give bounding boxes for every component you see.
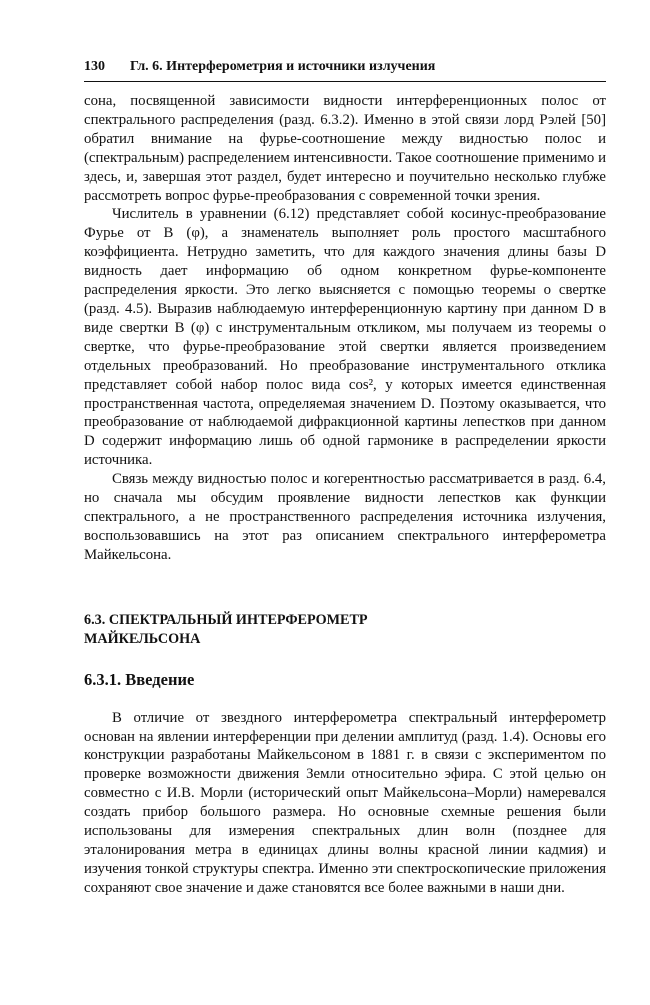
page-number: 130 <box>84 59 105 74</box>
section-heading <box>84 611 606 649</box>
section-heading-line-2: МАЙКЕЛЬСОНА <box>84 630 201 647</box>
header-rule <box>84 81 606 82</box>
subsection-heading: 6.3.1. Введение <box>84 669 195 689</box>
running-title: Гл. 6. Интерферометрия и источники излучения <box>130 59 436 74</box>
paragraph-introduction: В отличие от звездного интерферометра спектральный интерферометр основан на явлении интерференции при делении амплитуд (разд. 1.4). Основы его конструкции разработаны Майкельсоном в 1881 г. в связи с экспериментом по проверке возможности движения Земли относительно эфира. С этой целью он совместно с И.В. Морли (исторический опыт Майкельсона–Морли) намеревался создать прибор большого размера. Но основные схемные решения были использованы для измерения спектральных длин волн (позднее для эталонирования метра в единицах длины волны красной линии кадмия) и изучения тонкой структуры спектра. Именно эти спектроскопические приложения сохраняют свое значение и даже становятся все более важными в наши дни. <box>84 709 606 896</box>
paragraph-numerator: Числитель в уравнении (6.12) представляет собой косинус-преобразование Фурье от B (φ), а знаменатель выполняет роль простого масштабного коэффициента. Нетрудно заметить, что для каждого значения длины базы D видность дает информацию об одном конкретном фурье-компоненте распределения яркости. Это легко выясняется с помощью теоремы о свертке (разд. 4.5). Выразив наблюдаемую интерференционную картину при данном D в виде свертки B (φ) с инструментальным откликом, мы получаем из теоремы о свертке, что фурье-преобразование этой свертки является произведением отдельных преобразований. Но преобразование инструментального отклика представляет собой набор полос вида cos², у которых имеется единственная пространственная частота, определяемая значением D. Поэтому оказывается, что преобразование от наблюдаемой дифракционной картины лепестков при данном D содержит информацию лишь об одной гармонике в распределении яркости источника. <box>84 206 606 469</box>
paragraph-continuation: сона, посвященной зависимости видности интерференционных полос от спектрального распределения (разд. 6.3.2). Именно в этой связи лорд Рэлей [50] обратил внимание на фурье-соотношение между видностью полос и (спектральным) распределением интенсивности. Такое соотношение применимо и здесь, и, завершая этот раздел, будет интересно и поучительно несколько глубже рассмотреть вопрос фурье-преобразования с современной точки зрения. <box>84 93 606 204</box>
running-header <box>84 58 606 76</box>
section-heading-line-1: 6.3. СПЕКТРАЛЬНЫЙ ИНТЕРФЕРОМЕТР <box>84 611 368 628</box>
paragraph-visibility-coherence: Связь между видностью полос и когерентностью рассматривается в разд. 6.4, но сначала мы обсудим проявление видности лепестков как функции спектрального, а не пространственного распределения источника излучения, воспользовавшись на этот раз описанием спектрального интерферометра Майкельсона. <box>84 471 606 563</box>
page-body <box>84 92 606 898</box>
